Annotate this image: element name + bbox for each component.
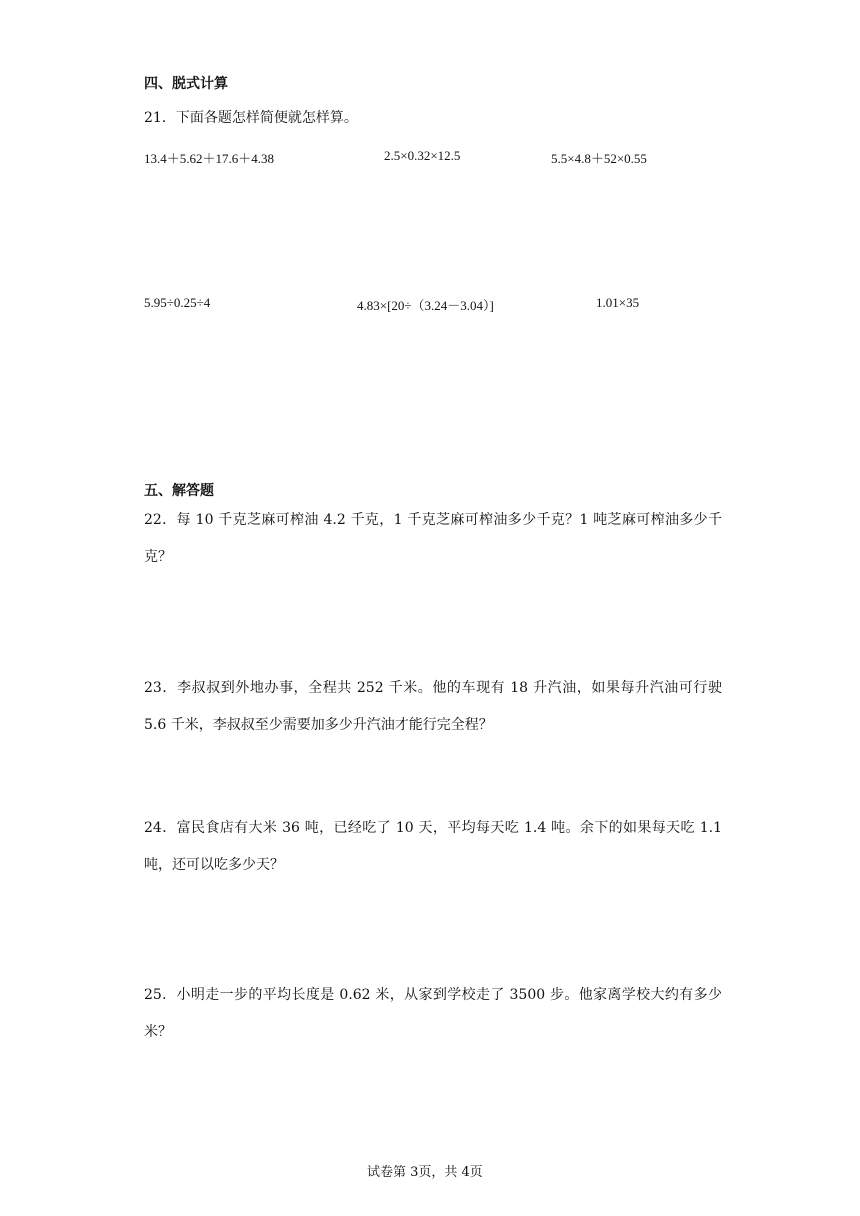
expression-5: 4.83×[20÷（3.24－3.04）] [357, 298, 494, 313]
page-footer: 试卷第 3页，共 4页 [367, 1165, 483, 1180]
expression-6: 1.01×35 [596, 295, 640, 310]
expression-2: 2.5×0.32×12.5 [384, 148, 461, 163]
section-5-title: 五、解答题 [144, 483, 214, 499]
question-22: 22．每 10 千克芝麻可榨油 4.2 千克，1 千克芝麻可榨油多少千克？1 吨芝麻可榨油多少千克？ [144, 512, 722, 565]
question-23: 23．李叔叔到外地办事，全程共 252 千米。他的车现有 18 升汽油，如果每升汽油可行驶 5.6 千米，李叔叔至少需要加多少升汽油才能行完全程？ [144, 680, 722, 733]
expression-4: 5.95÷0.25÷4 [144, 295, 211, 310]
question-25: 25．小明走一步的平均长度是 0.62 米，从家到学校走了 3500 步。他家离学校大约有多少米？ [144, 987, 722, 1040]
section-4-title: 四、脱式计算 [144, 76, 228, 92]
expression-1: 13.4＋5.62＋17.6＋4.38 [144, 151, 275, 166]
question-21-prompt: 21．下面各题怎样简便就怎样算。 [144, 110, 358, 126]
question-24: 24．富民食店有大米 36 吨，已经吃了 10 天，平均每天吃 1.4 吨。余下的如果每天吃 1.1 吨，还可以吃多少天？ [144, 820, 722, 873]
expression-3: 5.5×4.8＋52×0.55 [551, 151, 647, 166]
